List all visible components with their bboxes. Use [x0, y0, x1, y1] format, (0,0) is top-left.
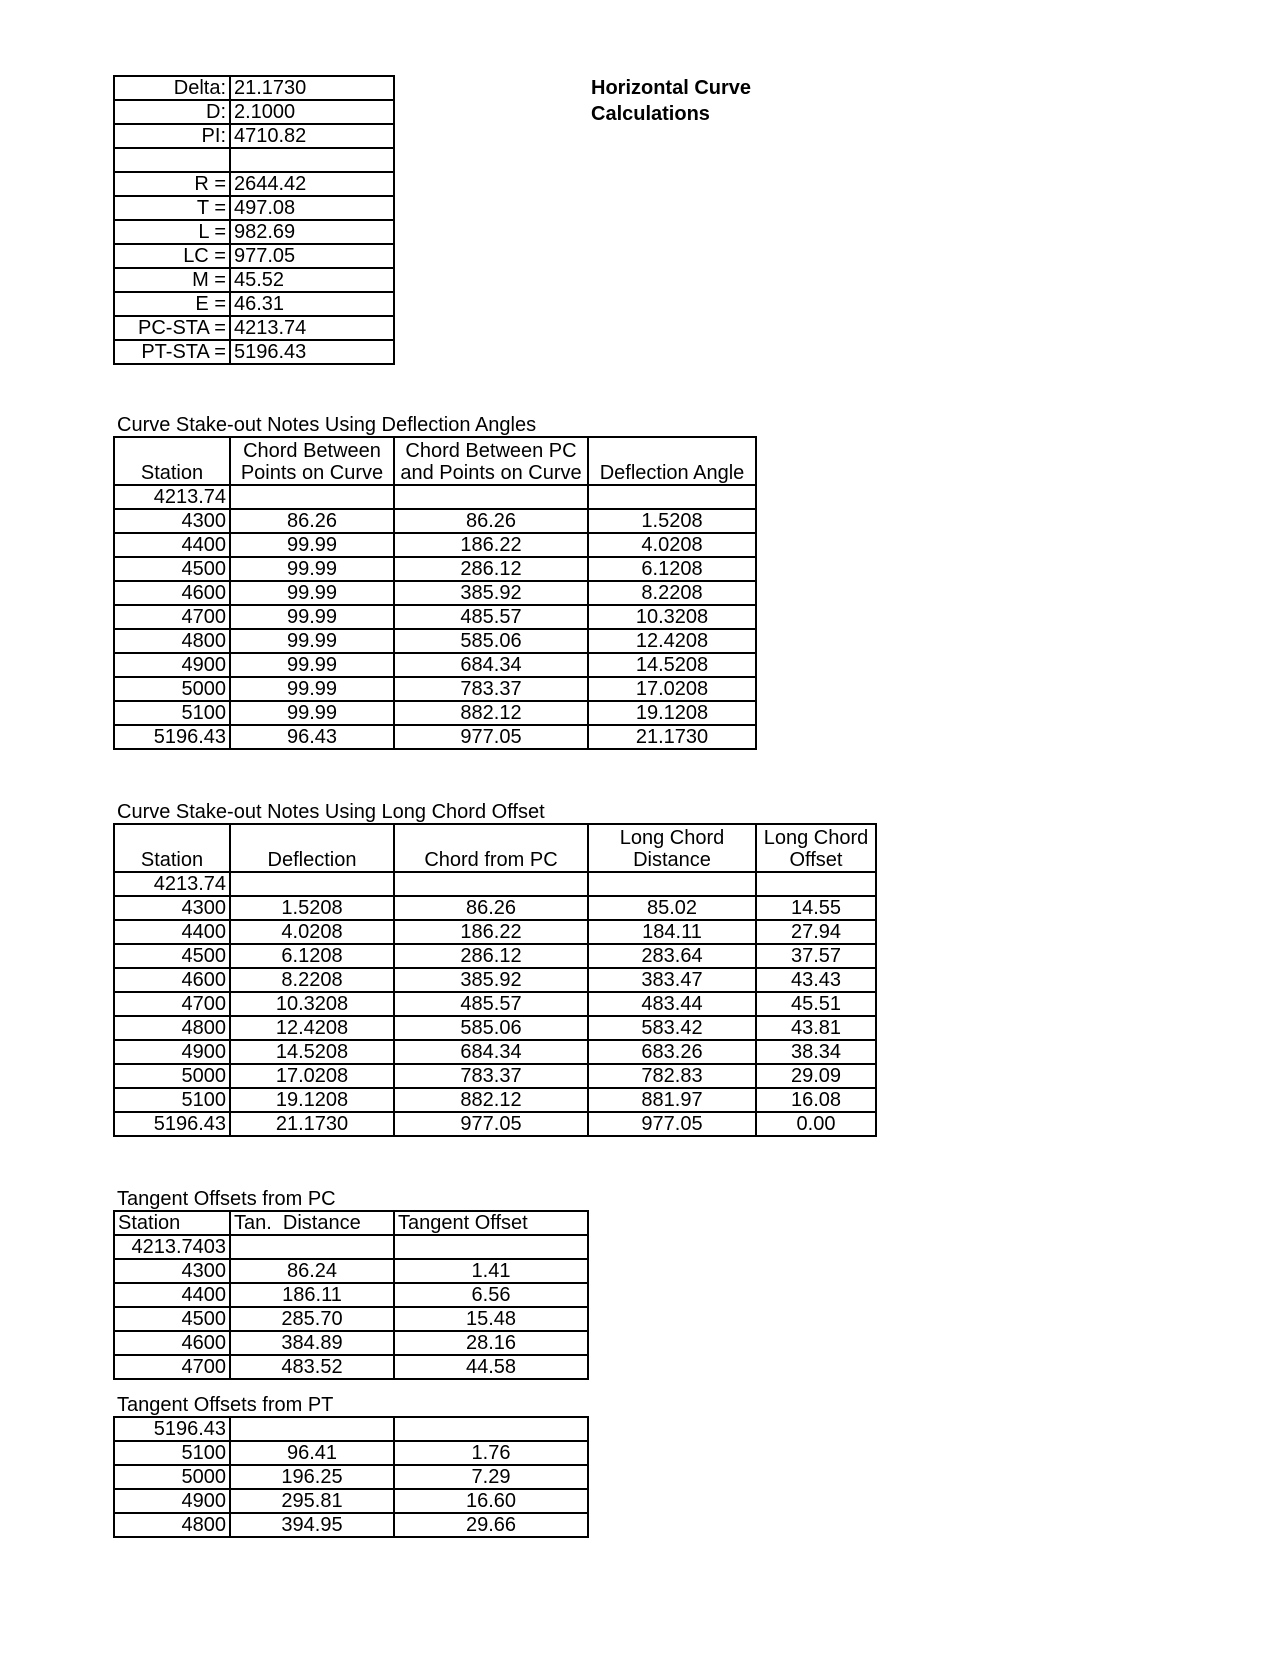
parameter-row	[114, 100, 394, 124]
parameter-value: 982.69	[230, 220, 394, 244]
deflection-cell: 4600	[114, 581, 230, 605]
deflection-header-station: Station	[114, 437, 230, 485]
longchord-cell: 4213.74	[114, 872, 230, 896]
tangent-pt-row	[114, 1513, 588, 1537]
tangent-pt-cell	[230, 1417, 394, 1441]
longchord-row	[114, 1040, 876, 1064]
longchord-cell: 43.43	[756, 968, 876, 992]
longchord-cell: 4800	[114, 1016, 230, 1040]
parameter-label: PC-STA =	[114, 316, 230, 340]
tangent-pc-cell: 4300	[114, 1259, 230, 1283]
deflection-cell: 96.43	[230, 725, 394, 749]
tangent-pc-cell: 4500	[114, 1307, 230, 1331]
deflection-cell: 4900	[114, 653, 230, 677]
deflection-cell: 17.0208	[588, 677, 756, 701]
parameter-label: D:	[114, 100, 230, 124]
tangent-pc-cell	[394, 1235, 588, 1259]
tangent-pt-row	[114, 1465, 588, 1489]
parameter-row	[114, 340, 394, 364]
deflection-cell: 5100	[114, 701, 230, 725]
longchord-cell: 783.37	[394, 1064, 588, 1088]
deflection-cell: 4500	[114, 557, 230, 581]
deflection-table	[113, 436, 757, 750]
deflection-row	[114, 653, 756, 677]
deflection-cell: 99.99	[230, 653, 394, 677]
deflection-caption: Curve Stake-out Notes Using Deflection Angles	[117, 414, 537, 436]
deflection-row	[114, 485, 756, 509]
deflection-cell: 99.99	[230, 533, 394, 557]
longchord-cell	[588, 872, 756, 896]
parameter-value: 46.31	[230, 292, 394, 316]
longchord-cell: 14.5208	[230, 1040, 394, 1064]
title-line-1: Horizontal Curve	[591, 77, 752, 99]
longchord-row	[114, 1064, 876, 1088]
deflection-cell: 8.2208	[588, 581, 756, 605]
deflection-row	[114, 509, 756, 533]
longchord-header-row	[114, 824, 876, 872]
tangent-pc-cell: 483.52	[230, 1355, 394, 1379]
deflection-cell: 783.37	[394, 677, 588, 701]
deflection-cell	[230, 485, 394, 509]
tangent-pt-cell	[394, 1417, 588, 1441]
deflection-cell: 4300	[114, 509, 230, 533]
parameter-row	[114, 220, 394, 244]
longchord-header-lc-distance: Long Chord Distance	[588, 824, 756, 872]
longchord-cell: 283.64	[588, 944, 756, 968]
tangent-pt-cell: 394.95	[230, 1513, 394, 1537]
longchord-cell: 17.0208	[230, 1064, 394, 1088]
deflection-cell: 99.99	[230, 605, 394, 629]
tangent-pc-header-station: Station	[114, 1211, 230, 1235]
longchord-cell: 4.0208	[230, 920, 394, 944]
tangent-pc-cell: 285.70	[230, 1307, 394, 1331]
deflection-cell: 99.99	[230, 677, 394, 701]
deflection-header-chord-between-points: Chord Between Points on Curve	[230, 437, 394, 485]
parameter-value: 45.52	[230, 268, 394, 292]
longchord-row	[114, 896, 876, 920]
longchord-cell: 5000	[114, 1064, 230, 1088]
tangent-pt-caption: Tangent Offsets from PT	[117, 1394, 334, 1416]
longchord-cell: 383.47	[588, 968, 756, 992]
deflection-cell: 977.05	[394, 725, 588, 749]
longchord-cell: 5100	[114, 1088, 230, 1112]
parameter-row	[114, 196, 394, 220]
parameter-row	[114, 316, 394, 340]
longchord-table	[113, 823, 877, 1137]
deflection-row	[114, 629, 756, 653]
longchord-row	[114, 1016, 876, 1040]
parameter-label: T =	[114, 196, 230, 220]
longchord-cell: 85.02	[588, 896, 756, 920]
longchord-cell: 37.57	[756, 944, 876, 968]
tangent-pt-row	[114, 1441, 588, 1465]
longchord-cell: 43.81	[756, 1016, 876, 1040]
tangent-pc-cell: 15.48	[394, 1307, 588, 1331]
longchord-cell: 286.12	[394, 944, 588, 968]
deflection-cell: 99.99	[230, 701, 394, 725]
deflection-cell: 4400	[114, 533, 230, 557]
tangent-pc-row	[114, 1259, 588, 1283]
longchord-cell: 27.94	[756, 920, 876, 944]
longchord-cell: 585.06	[394, 1016, 588, 1040]
parameter-value: 21.1730	[230, 76, 394, 100]
tangent-pc-cell: 4400	[114, 1283, 230, 1307]
tangent-pc-header-row	[114, 1211, 588, 1235]
longchord-cell: 483.44	[588, 992, 756, 1016]
parameter-label: M =	[114, 268, 230, 292]
deflection-cell: 4.0208	[588, 533, 756, 557]
tangent-pt-row	[114, 1489, 588, 1513]
longchord-cell: 4300	[114, 896, 230, 920]
deflection-block	[113, 436, 757, 750]
deflection-cell	[394, 485, 588, 509]
deflection-row	[114, 725, 756, 749]
tangent-pc-row	[114, 1307, 588, 1331]
longchord-row	[114, 1112, 876, 1136]
deflection-cell: 6.1208	[588, 557, 756, 581]
tangent-pc-cell: 44.58	[394, 1355, 588, 1379]
deflection-cell: 4700	[114, 605, 230, 629]
curve-parameters-block	[113, 75, 395, 365]
parameter-label: PT-STA =	[114, 340, 230, 364]
deflection-cell: 5000	[114, 677, 230, 701]
longchord-cell: 485.57	[394, 992, 588, 1016]
tangent-pc-cell: 384.89	[230, 1331, 394, 1355]
deflection-cell: 10.3208	[588, 605, 756, 629]
deflection-cell: 485.57	[394, 605, 588, 629]
deflection-cell: 86.26	[394, 509, 588, 533]
longchord-cell: 977.05	[588, 1112, 756, 1136]
longchord-cell: 782.83	[588, 1064, 756, 1088]
tangent-pt-cell: 5100	[114, 1441, 230, 1465]
longchord-cell: 45.51	[756, 992, 876, 1016]
parameter-row	[114, 292, 394, 316]
deflection-cell	[588, 485, 756, 509]
tangent-pc-cell	[230, 1235, 394, 1259]
deflection-cell: 12.4208	[588, 629, 756, 653]
deflection-header-chord-from-pc: Chord Between PC and Points on Curve	[394, 437, 588, 485]
deflection-cell: 286.12	[394, 557, 588, 581]
deflection-row	[114, 677, 756, 701]
deflection-cell: 19.1208	[588, 701, 756, 725]
longchord-cell: 10.3208	[230, 992, 394, 1016]
longchord-cell: 4700	[114, 992, 230, 1016]
longchord-cell: 385.92	[394, 968, 588, 992]
parameter-label: PI:	[114, 124, 230, 148]
longchord-cell: 8.2208	[230, 968, 394, 992]
tangent-pt-cell: 5196.43	[114, 1417, 230, 1441]
tangent-pc-table	[113, 1210, 589, 1380]
parameter-value: 977.05	[230, 244, 394, 268]
longchord-cell: 1.5208	[230, 896, 394, 920]
parameter-value: 2.1000	[230, 100, 394, 124]
longchord-cell: 4400	[114, 920, 230, 944]
deflection-cell: 186.22	[394, 533, 588, 557]
parameter-label: E =	[114, 292, 230, 316]
longchord-cell: 0.00	[756, 1112, 876, 1136]
longchord-cell: 977.05	[394, 1112, 588, 1136]
deflection-cell: 1.5208	[588, 509, 756, 533]
tangent-pc-block	[113, 1210, 589, 1380]
tangent-pt-cell: 7.29	[394, 1465, 588, 1489]
parameter-row	[114, 172, 394, 196]
tangent-pt-cell: 4900	[114, 1489, 230, 1513]
longchord-cell: 21.1730	[230, 1112, 394, 1136]
parameter-value: 4213.74	[230, 316, 394, 340]
tangent-pc-cell: 1.41	[394, 1259, 588, 1283]
longchord-cell: 881.97	[588, 1088, 756, 1112]
parameter-row	[114, 148, 394, 172]
parameter-value	[230, 148, 394, 172]
longchord-cell: 6.1208	[230, 944, 394, 968]
longchord-cell: 684.34	[394, 1040, 588, 1064]
deflection-row	[114, 605, 756, 629]
longchord-cell	[394, 872, 588, 896]
curve-parameters-table	[113, 75, 395, 365]
longchord-cell: 583.42	[588, 1016, 756, 1040]
parameter-value: 2644.42	[230, 172, 394, 196]
longchord-row	[114, 944, 876, 968]
deflection-row	[114, 701, 756, 725]
longchord-caption: Curve Stake-out Notes Using Long Chord Offset	[117, 801, 545, 823]
parameter-row	[114, 76, 394, 100]
tangent-pt-cell: 16.60	[394, 1489, 588, 1513]
parameter-value: 5196.43	[230, 340, 394, 364]
longchord-cell: 683.26	[588, 1040, 756, 1064]
longchord-header-deflection: Deflection	[230, 824, 394, 872]
deflection-cell: 99.99	[230, 557, 394, 581]
longchord-cell	[756, 872, 876, 896]
longchord-cell: 12.4208	[230, 1016, 394, 1040]
parameter-row	[114, 268, 394, 292]
longchord-cell	[230, 872, 394, 896]
deflection-cell: 385.92	[394, 581, 588, 605]
tangent-pc-header-distance: Tan. Distance	[230, 1211, 394, 1235]
deflection-cell: 5196.43	[114, 725, 230, 749]
tangent-pc-cell: 6.56	[394, 1283, 588, 1307]
deflection-cell: 86.26	[230, 509, 394, 533]
longchord-cell: 184.11	[588, 920, 756, 944]
deflection-cell: 99.99	[230, 581, 394, 605]
tangent-pc-cell: 4700	[114, 1355, 230, 1379]
longchord-row	[114, 1088, 876, 1112]
parameter-row	[114, 244, 394, 268]
longchord-cell: 882.12	[394, 1088, 588, 1112]
tangent-pc-row	[114, 1355, 588, 1379]
deflection-cell: 99.99	[230, 629, 394, 653]
parameter-value: 4710.82	[230, 124, 394, 148]
deflection-row	[114, 557, 756, 581]
document-title	[591, 75, 751, 127]
longchord-cell: 38.34	[756, 1040, 876, 1064]
parameter-value: 497.08	[230, 196, 394, 220]
tangent-pt-cell: 29.66	[394, 1513, 588, 1537]
deflection-row	[114, 533, 756, 557]
longchord-cell: 4600	[114, 968, 230, 992]
tangent-pc-cell: 4600	[114, 1331, 230, 1355]
parameter-label: R =	[114, 172, 230, 196]
tangent-pc-cell: 86.24	[230, 1259, 394, 1283]
longchord-cell: 5196.43	[114, 1112, 230, 1136]
longchord-cell: 4500	[114, 944, 230, 968]
longchord-cell: 4900	[114, 1040, 230, 1064]
longchord-row	[114, 872, 876, 896]
tangent-pt-cell: 1.76	[394, 1441, 588, 1465]
tangent-pc-cell: 4213.7403	[114, 1235, 230, 1259]
deflection-cell: 882.12	[394, 701, 588, 725]
tangent-pc-header-offset: Tangent Offset	[394, 1211, 588, 1235]
deflection-row	[114, 581, 756, 605]
parameter-row	[114, 124, 394, 148]
tangent-pc-caption: Tangent Offsets from PC	[117, 1188, 336, 1210]
longchord-header-chord-from-pc: Chord from PC	[394, 824, 588, 872]
deflection-cell: 4213.74	[114, 485, 230, 509]
title-line-2: Calculations	[591, 103, 710, 125]
tangent-pt-cell: 196.25	[230, 1465, 394, 1489]
tangent-pt-table	[113, 1416, 589, 1538]
tangent-pt-cell: 96.41	[230, 1441, 394, 1465]
parameter-label: Delta:	[114, 76, 230, 100]
tangent-pc-row	[114, 1331, 588, 1355]
longchord-cell: 29.09	[756, 1064, 876, 1088]
tangent-pc-row	[114, 1283, 588, 1307]
longchord-cell: 19.1208	[230, 1088, 394, 1112]
longchord-row	[114, 992, 876, 1016]
tangent-pc-row	[114, 1235, 588, 1259]
longchord-header-station: Station	[114, 824, 230, 872]
tangent-pt-block	[113, 1416, 589, 1538]
longchord-row	[114, 968, 876, 992]
tangent-pc-cell: 186.11	[230, 1283, 394, 1307]
deflection-header-angle: Deflection Angle	[588, 437, 756, 485]
longchord-cell: 16.08	[756, 1088, 876, 1112]
longchord-row	[114, 920, 876, 944]
tangent-pt-cell: 295.81	[230, 1489, 394, 1513]
deflection-cell: 585.06	[394, 629, 588, 653]
parameter-label: LC =	[114, 244, 230, 268]
longchord-block	[113, 823, 877, 1137]
longchord-cell: 14.55	[756, 896, 876, 920]
tangent-pt-cell: 5000	[114, 1465, 230, 1489]
longchord-header-lc-offset: Long Chord Offset	[756, 824, 876, 872]
deflection-cell: 4800	[114, 629, 230, 653]
tangent-pt-cell: 4800	[114, 1513, 230, 1537]
deflection-cell: 14.5208	[588, 653, 756, 677]
parameter-label	[114, 148, 230, 172]
tangent-pt-row	[114, 1417, 588, 1441]
deflection-header-row	[114, 437, 756, 485]
deflection-cell: 21.1730	[588, 725, 756, 749]
deflection-cell: 684.34	[394, 653, 588, 677]
tangent-pc-cell: 28.16	[394, 1331, 588, 1355]
parameter-label: L =	[114, 220, 230, 244]
longchord-cell: 186.22	[394, 920, 588, 944]
longchord-cell: 86.26	[394, 896, 588, 920]
